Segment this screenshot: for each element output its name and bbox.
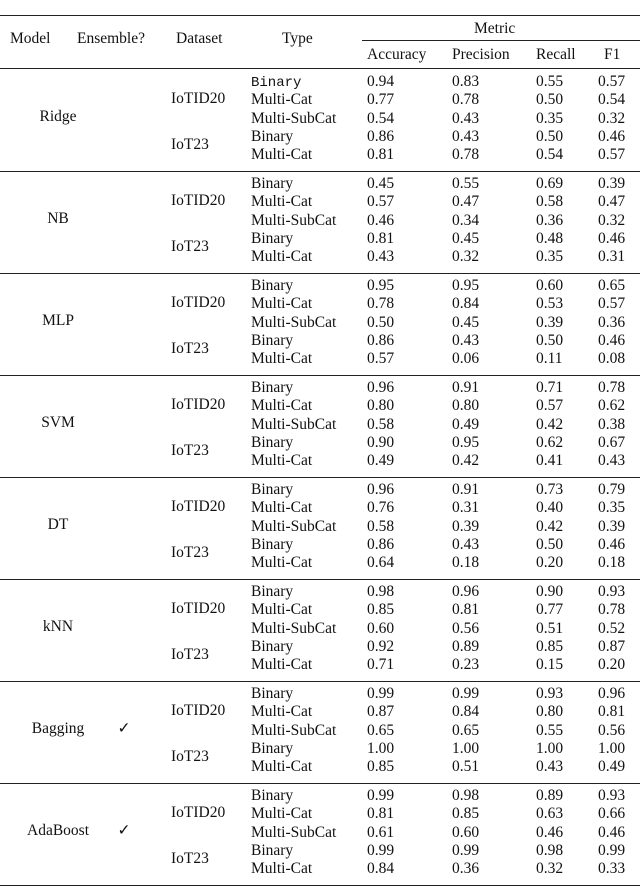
f1-cell: 0.65 <box>598 277 626 294</box>
type-cell: Multi-Cat <box>251 499 313 517</box>
f1-cell: 0.33 <box>598 860 626 878</box>
header-model: Model <box>10 30 51 47</box>
recall-cell: 0.50 <box>536 127 564 145</box>
type-cell: Binary <box>251 331 294 349</box>
model-name: kNN <box>42 617 74 635</box>
dataset-label: IoT23 <box>171 238 209 256</box>
type-cell: Multi-Cat <box>251 146 313 164</box>
type-cell: Multi-Cat <box>251 193 313 211</box>
type-cell: Binary <box>251 535 294 553</box>
type-cell: Binary <box>251 481 294 498</box>
model-name: Bagging <box>31 719 85 737</box>
recall-cell: 0.55 <box>536 73 564 90</box>
model-name: NB <box>47 209 69 227</box>
precision-cell: 0.43 <box>452 109 480 127</box>
recall-cell: 0.71 <box>536 379 564 396</box>
type-cell: Multi-Cat <box>251 805 313 823</box>
header-accuracy: Accuracy <box>367 46 427 63</box>
model-name: DT <box>47 515 69 533</box>
precision-cell: 0.32 <box>452 248 480 266</box>
precision-cell: 0.80 <box>452 397 480 415</box>
recall-cell: 0.43 <box>536 758 564 776</box>
f1-cell: 0.32 <box>598 211 626 229</box>
precision-cell: 0.49 <box>452 415 480 433</box>
accuracy-cell: 0.90 <box>367 433 395 451</box>
f1-cell: 0.39 <box>598 175 626 192</box>
accuracy-cell: 0.71 <box>367 656 395 674</box>
accuracy-cell: 0.94 <box>367 73 395 90</box>
type-cell: Multi-SubCat <box>251 415 337 433</box>
f1-cell: 0.78 <box>598 379 626 396</box>
accuracy-cell: 0.46 <box>367 211 395 229</box>
group-rule <box>0 579 640 580</box>
accuracy-cell: 0.78 <box>367 295 395 313</box>
precision-cell: 0.81 <box>452 601 480 619</box>
type-cell: Binary <box>251 637 294 655</box>
recall-cell: 0.42 <box>536 517 564 535</box>
precision-cell: 0.43 <box>452 127 480 145</box>
header-f1: F1 <box>604 46 621 63</box>
precision-cell: 0.42 <box>452 452 480 470</box>
recall-cell: 0.57 <box>536 397 564 415</box>
accuracy-cell: 0.45 <box>367 175 395 192</box>
recall-cell: 0.60 <box>536 277 564 294</box>
type-cell: Multi-Cat <box>251 703 313 721</box>
precision-cell: 0.99 <box>452 841 480 859</box>
model-name: SVM <box>41 413 75 431</box>
type-cell: Multi-Cat <box>251 248 313 266</box>
accuracy-cell: 0.61 <box>367 823 395 841</box>
precision-cell: 0.51 <box>452 758 480 776</box>
precision-cell: 0.45 <box>452 229 480 247</box>
f1-cell: 0.47 <box>598 193 626 211</box>
f1-cell: 0.38 <box>598 415 626 433</box>
accuracy-cell: 0.60 <box>367 619 395 637</box>
type-cell: Binary <box>251 841 294 859</box>
ensemble-check: ✓ <box>117 719 131 737</box>
recall-cell: 0.36 <box>536 211 564 229</box>
f1-cell: 0.39 <box>598 517 626 535</box>
recall-cell: 0.85 <box>536 637 564 655</box>
type-cell: Binary <box>251 277 294 294</box>
accuracy-cell: 0.86 <box>367 535 395 553</box>
accuracy-cell: 0.58 <box>367 517 395 535</box>
f1-cell: 0.54 <box>598 91 626 109</box>
recall-cell: 0.55 <box>536 721 564 739</box>
f1-cell: 0.81 <box>598 703 626 721</box>
type-cell: Binary <box>251 685 294 702</box>
dataset-label: IoTID20 <box>171 702 226 720</box>
f1-cell: 0.46 <box>598 823 626 841</box>
header-rule <box>0 68 640 69</box>
type-cell: Binary <box>251 583 294 600</box>
f1-cell: 0.67 <box>598 433 626 451</box>
accuracy-cell: 0.85 <box>367 601 395 619</box>
f1-cell: 0.46 <box>598 229 626 247</box>
accuracy-cell: 0.81 <box>367 805 395 823</box>
dataset-label: IoTID20 <box>171 192 226 210</box>
accuracy-cell: 0.86 <box>367 127 395 145</box>
precision-cell: 0.65 <box>452 721 480 739</box>
precision-cell: 0.23 <box>452 656 480 674</box>
ensemble-check: ✓ <box>117 821 131 839</box>
accuracy-cell: 0.57 <box>367 350 395 368</box>
dataset-label: IoTID20 <box>171 396 226 414</box>
f1-cell: 0.46 <box>598 331 626 349</box>
accuracy-cell: 0.99 <box>367 841 395 859</box>
header-recall: Recall <box>536 46 576 63</box>
accuracy-cell: 0.50 <box>367 313 395 331</box>
precision-cell: 0.78 <box>452 91 480 109</box>
recall-cell: 0.63 <box>536 805 564 823</box>
recall-cell: 0.50 <box>536 91 564 109</box>
accuracy-cell: 0.85 <box>367 758 395 776</box>
type-cell: Multi-SubCat <box>251 721 337 739</box>
recall-cell: 0.20 <box>536 554 564 572</box>
recall-cell: 0.69 <box>536 175 564 192</box>
precision-cell: 0.78 <box>452 146 480 164</box>
type-cell: Multi-SubCat <box>251 517 337 535</box>
recall-cell: 0.35 <box>536 248 564 266</box>
precision-cell: 1.00 <box>452 739 480 757</box>
metric-rule <box>362 40 640 41</box>
precision-cell: 0.43 <box>452 535 480 553</box>
dataset-label: IoT23 <box>171 748 209 766</box>
accuracy-cell: 0.43 <box>367 248 395 266</box>
group-rule <box>0 273 640 274</box>
group-rule <box>0 477 640 478</box>
type-cell: Multi-Cat <box>251 91 313 109</box>
f1-cell: 0.31 <box>598 248 626 266</box>
precision-cell: 0.96 <box>452 583 480 600</box>
precision-cell: 0.83 <box>452 73 480 90</box>
precision-cell: 0.36 <box>452 860 480 878</box>
precision-cell: 0.18 <box>452 554 480 572</box>
model-name: AdaBoost <box>27 821 89 839</box>
precision-cell: 0.43 <box>452 331 480 349</box>
f1-cell: 0.93 <box>598 787 626 804</box>
type-cell: Binary <box>251 379 294 396</box>
recall-cell: 0.50 <box>536 331 564 349</box>
f1-cell: 0.43 <box>598 452 626 470</box>
accuracy-cell: 0.99 <box>367 685 395 702</box>
f1-cell: 0.49 <box>598 758 626 776</box>
recall-cell: 0.35 <box>536 109 564 127</box>
dataset-label: IoTID20 <box>171 294 226 312</box>
recall-cell: 0.32 <box>536 860 564 878</box>
precision-cell: 0.89 <box>452 637 480 655</box>
precision-cell: 0.56 <box>452 619 480 637</box>
accuracy-cell: 0.92 <box>367 637 395 655</box>
recall-cell: 0.80 <box>536 703 564 721</box>
type-cell: Multi-Cat <box>251 860 313 878</box>
precision-cell: 0.45 <box>452 313 480 331</box>
recall-cell: 0.53 <box>536 295 564 313</box>
group-rule <box>0 171 640 172</box>
group-rule <box>0 375 640 376</box>
f1-cell: 0.87 <box>598 637 626 655</box>
accuracy-cell: 0.57 <box>367 193 395 211</box>
type-cell: Multi-SubCat <box>251 109 337 127</box>
dataset-label: IoTID20 <box>171 804 226 822</box>
f1-cell: 0.66 <box>598 805 626 823</box>
accuracy-cell: 0.58 <box>367 415 395 433</box>
type-cell: Multi-Cat <box>251 656 313 674</box>
recall-cell: 0.73 <box>536 481 564 498</box>
dataset-label: IoT23 <box>171 136 209 154</box>
dataset-label: IoT23 <box>171 646 209 664</box>
type-cell: Multi-SubCat <box>251 619 337 637</box>
type-cell: Multi-SubCat <box>251 211 337 229</box>
precision-cell: 0.85 <box>452 805 480 823</box>
accuracy-cell: 0.49 <box>367 452 395 470</box>
recall-cell: 0.51 <box>536 619 564 637</box>
accuracy-cell: 0.80 <box>367 397 395 415</box>
type-cell: Binary <box>251 175 294 192</box>
type-cell: Multi-Cat <box>251 758 313 776</box>
type-cell: Multi-SubCat <box>251 823 337 841</box>
precision-cell: 0.31 <box>452 499 480 517</box>
top-rule <box>0 15 640 16</box>
accuracy-cell: 0.84 <box>367 860 395 878</box>
type-cell: Binary <box>251 739 294 757</box>
type-cell: Binary <box>251 127 294 145</box>
type-cell: Multi-Cat <box>251 554 313 572</box>
precision-cell: 0.98 <box>452 787 480 804</box>
f1-cell: 0.57 <box>598 295 626 313</box>
recall-cell: 1.00 <box>536 739 564 757</box>
precision-cell: 0.91 <box>452 481 480 498</box>
dataset-label: IoTID20 <box>171 90 226 108</box>
f1-cell: 0.62 <box>598 397 626 415</box>
precision-cell: 0.60 <box>452 823 480 841</box>
f1-cell: 1.00 <box>598 739 626 757</box>
type-cell: Multi-Cat <box>251 295 313 313</box>
precision-cell: 0.91 <box>452 379 480 396</box>
header-ensemble: Ensemble? <box>77 30 146 47</box>
f1-cell: 0.93 <box>598 583 626 600</box>
f1-cell: 0.52 <box>598 619 626 637</box>
f1-cell: 0.18 <box>598 554 626 572</box>
dataset-label: IoTID20 <box>171 600 226 618</box>
recall-cell: 0.62 <box>536 433 564 451</box>
recall-cell: 0.54 <box>536 146 564 164</box>
f1-cell: 0.46 <box>598 535 626 553</box>
type-cell: Multi-Cat <box>251 452 313 470</box>
model-name: MLP <box>42 311 74 329</box>
recall-cell: 0.11 <box>536 350 563 368</box>
recall-cell: 0.42 <box>536 415 564 433</box>
recall-cell: 0.48 <box>536 229 564 247</box>
f1-cell: 0.36 <box>598 313 626 331</box>
f1-cell: 0.57 <box>598 146 626 164</box>
f1-cell: 0.08 <box>598 350 626 368</box>
recall-cell: 0.58 <box>536 193 564 211</box>
precision-cell: 0.95 <box>452 277 480 294</box>
f1-cell: 0.46 <box>598 127 626 145</box>
f1-cell: 0.57 <box>598 73 626 90</box>
type-cell: Multi-Cat <box>251 397 313 415</box>
model-name: Ridge <box>39 107 77 125</box>
precision-cell: 0.55 <box>452 175 480 192</box>
f1-cell: 0.56 <box>598 721 626 739</box>
accuracy-cell: 0.98 <box>367 583 395 600</box>
accuracy-cell: 0.86 <box>367 331 395 349</box>
f1-cell: 0.99 <box>598 841 626 859</box>
group-rule <box>0 681 640 682</box>
accuracy-cell: 0.95 <box>367 277 395 294</box>
accuracy-cell: 0.76 <box>367 499 395 517</box>
precision-cell: 0.47 <box>452 193 480 211</box>
accuracy-cell: 0.87 <box>367 703 395 721</box>
accuracy-cell: 0.81 <box>367 146 395 164</box>
accuracy-cell: 0.54 <box>367 109 395 127</box>
f1-cell: 0.79 <box>598 481 626 498</box>
recall-cell: 0.50 <box>536 535 564 553</box>
type-cell: Binary <box>251 229 294 247</box>
dataset-label: IoT23 <box>171 850 209 868</box>
group-rule <box>0 783 640 784</box>
recall-cell: 0.41 <box>536 452 564 470</box>
accuracy-cell: 0.65 <box>367 721 395 739</box>
recall-cell: 0.39 <box>536 313 564 331</box>
recall-cell: 0.93 <box>536 685 564 702</box>
recall-cell: 0.15 <box>536 656 564 674</box>
header-metric: Metric <box>474 20 516 37</box>
dataset-label: IoTID20 <box>171 498 226 516</box>
accuracy-cell: 0.77 <box>367 91 395 109</box>
precision-cell: 0.06 <box>452 350 480 368</box>
f1-cell: 0.78 <box>598 601 626 619</box>
precision-cell: 0.39 <box>452 517 480 535</box>
header-precision: Precision <box>452 46 510 63</box>
recall-cell: 0.98 <box>536 841 564 859</box>
precision-cell: 0.99 <box>452 685 480 702</box>
type-cell: Multi-Cat <box>251 350 313 368</box>
accuracy-cell: 0.96 <box>367 481 395 498</box>
precision-cell: 0.84 <box>452 703 480 721</box>
type-cell: Binary <box>251 75 302 91</box>
type-cell: Multi-SubCat <box>251 313 337 331</box>
type-cell: Binary <box>251 787 294 804</box>
precision-cell: 0.34 <box>452 211 480 229</box>
f1-cell: 0.96 <box>598 685 626 702</box>
f1-cell: 0.20 <box>598 656 626 674</box>
recall-cell: 0.40 <box>536 499 564 517</box>
recall-cell: 0.90 <box>536 583 564 600</box>
precision-cell: 0.84 <box>452 295 480 313</box>
f1-cell: 0.32 <box>598 109 626 127</box>
precision-cell: 0.95 <box>452 433 480 451</box>
recall-cell: 0.89 <box>536 787 564 804</box>
dataset-label: IoT23 <box>171 442 209 460</box>
type-cell: Multi-Cat <box>251 601 313 619</box>
accuracy-cell: 0.64 <box>367 554 395 572</box>
type-cell: Binary <box>251 433 294 451</box>
recall-cell: 0.77 <box>536 601 564 619</box>
accuracy-cell: 1.00 <box>367 739 395 757</box>
recall-cell: 0.46 <box>536 823 564 841</box>
accuracy-cell: 0.81 <box>367 229 395 247</box>
dataset-label: IoT23 <box>171 544 209 562</box>
accuracy-cell: 0.99 <box>367 787 395 804</box>
accuracy-cell: 0.96 <box>367 379 395 396</box>
header-type: Type <box>282 30 313 47</box>
f1-cell: 0.35 <box>598 499 626 517</box>
dataset-label: IoT23 <box>171 340 209 358</box>
header-dataset: Dataset <box>176 30 223 47</box>
